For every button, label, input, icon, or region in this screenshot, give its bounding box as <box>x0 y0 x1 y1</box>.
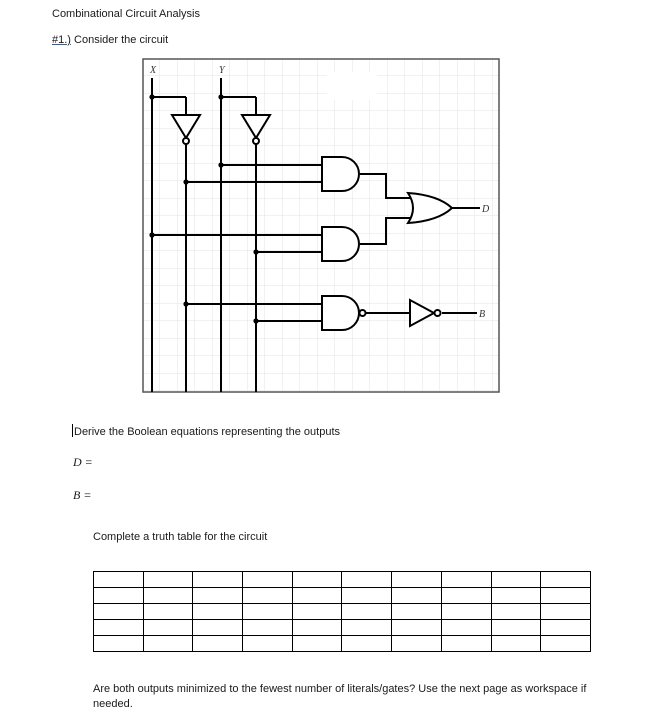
truth-table-cell[interactable] <box>342 572 392 588</box>
truth-table-cell[interactable] <box>193 588 243 604</box>
minimization-question: Are both outputs minimized to the fewest number of literals/gates? Use the next page as workspace if needed. <box>93 683 587 710</box>
truth-table-cell[interactable] <box>193 604 243 620</box>
truth-table-cell[interactable] <box>193 572 243 588</box>
truth-table-cell[interactable] <box>491 572 541 588</box>
truth-table-cell[interactable] <box>541 636 591 652</box>
truth-table-cell[interactable] <box>94 604 144 620</box>
truth-table-cell[interactable] <box>193 636 243 652</box>
truth-table-cell[interactable] <box>342 620 392 636</box>
truth-table-cell[interactable] <box>392 620 442 636</box>
derive-text: Derive the Boolean equations representing the outputs <box>74 426 341 438</box>
truth-table-cell[interactable] <box>392 572 442 588</box>
text-cursor <box>72 424 73 437</box>
grid-border <box>143 59 499 392</box>
truth-table-cell[interactable] <box>292 572 342 588</box>
and-gate-2 <box>322 227 359 261</box>
truth-table-cell[interactable] <box>541 588 591 604</box>
problem-number: #1.) <box>52 34 71 46</box>
truth-table-cell[interactable] <box>143 620 193 636</box>
truth-table-cell[interactable] <box>541 572 591 588</box>
truth-table-cell[interactable] <box>243 588 293 604</box>
truth-table-cell[interactable] <box>342 604 392 620</box>
truth-table-cell[interactable] <box>243 620 293 636</box>
truth-table-cell[interactable] <box>94 572 144 588</box>
truth-table-cell[interactable] <box>243 572 293 588</box>
truth-table-cell[interactable] <box>292 636 342 652</box>
truth-table-cell[interactable] <box>491 604 541 620</box>
truth-table-row <box>94 636 591 652</box>
page-title: Combinational Circuit Analysis <box>52 8 200 20</box>
truth-table <box>93 571 591 652</box>
equation-b: B = <box>73 488 92 502</box>
truth-table-cell[interactable] <box>292 620 342 636</box>
truth-table-cell[interactable] <box>94 588 144 604</box>
truth-table-row <box>94 604 591 620</box>
truth-table-cell[interactable] <box>342 636 392 652</box>
truth-table-cell[interactable] <box>392 636 442 652</box>
output-label-b: B <box>479 309 486 320</box>
truth-table-cell[interactable] <box>392 604 442 620</box>
truth-table-row <box>94 588 591 604</box>
truth-table-cell[interactable] <box>441 636 491 652</box>
truth-table-cell[interactable] <box>143 588 193 604</box>
truth-table-cell[interactable] <box>94 620 144 636</box>
truth-table-cell[interactable] <box>441 604 491 620</box>
truth-table-cell[interactable] <box>491 620 541 636</box>
truth-table-cell[interactable] <box>491 636 541 652</box>
grid-blank <box>327 72 377 100</box>
truth-table-cell[interactable] <box>441 588 491 604</box>
truth-table-body <box>94 572 591 652</box>
truth-table-label: Complete a truth table for the circuit <box>93 531 268 543</box>
truth-table-row <box>94 572 591 588</box>
input-label-y: Y <box>219 65 225 76</box>
and-gate-1 <box>322 157 359 191</box>
truth-table-cell[interactable] <box>441 620 491 636</box>
problem-heading <box>52 34 168 46</box>
truth-table-cell[interactable] <box>94 636 144 652</box>
derive-instruction <box>72 424 340 438</box>
truth-table-cell[interactable] <box>342 588 392 604</box>
circuit-diagram <box>142 58 500 394</box>
truth-table-cell[interactable] <box>243 604 293 620</box>
truth-table-cell[interactable] <box>243 636 293 652</box>
truth-table-cell[interactable] <box>143 604 193 620</box>
truth-table-row <box>94 620 591 636</box>
truth-table-cell[interactable] <box>541 604 591 620</box>
truth-table-cell[interactable] <box>491 588 541 604</box>
truth-table-cell[interactable] <box>541 620 591 636</box>
truth-table-cell[interactable] <box>143 636 193 652</box>
truth-table-cell[interactable] <box>292 588 342 604</box>
input-label-x: X <box>150 65 157 76</box>
problem-text: Consider the circuit <box>74 34 169 46</box>
truth-table-cell[interactable] <box>392 588 442 604</box>
truth-table-cell[interactable] <box>193 620 243 636</box>
truth-table-cell[interactable] <box>292 604 342 620</box>
output-label-d: D <box>482 204 490 215</box>
truth-table-cell[interactable] <box>143 572 193 588</box>
truth-table-cell[interactable] <box>441 572 491 588</box>
equation-d: D = <box>73 455 93 469</box>
